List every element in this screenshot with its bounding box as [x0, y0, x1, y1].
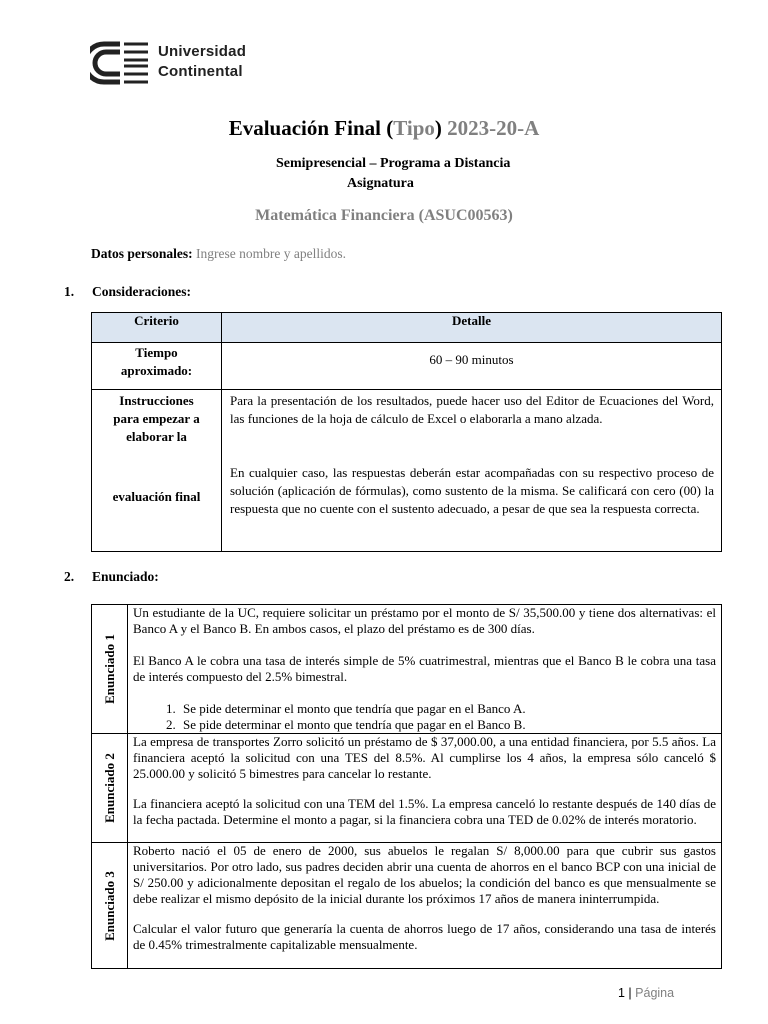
subtitle-subject: Asignatura — [347, 176, 414, 191]
considerations-table — [91, 312, 722, 552]
instructions-p2: En cualquier caso, las respuestas deberán estar acompañadas con su respectivo proceso de solución (aplicación de fórmulas), como sustento de la misma. Se calificará con cero (00) la respuesta que no cuente con el sustento adecuado, a pesar de que sea la respuesta correcta. — [230, 465, 714, 516]
personal-data — [91, 246, 346, 262]
page-title: Evaluación Final (Tipo) 2023-20-A — [228, 116, 540, 140]
enunciado-row-2: Enunciado 2 La empresa de transportes Zorro solicitó un préstamo de $ 37,000.00, a una entidad financiera, por 5.5 años. La financiera aceptó la solicitud con una TES del 8.5%. Al cumplirse los 4 años, la empresa sólo canceló $ 25.000.00 y solicitó 5 bimestres para cancelar lo restante. La financiera aceptó la solicitud con una TEM del 1.5%. La empresa canceló lo restante después de 140 días de la fecha pactada. Determine el monto a pagar, si la financiera cobra una TED de 0.02% de interés moratorio. — [92, 734, 722, 843]
enunciado-2-label: Enunciado 2 — [101, 753, 117, 823]
subtitle-modality: Semipresencial – Programa a Distancia — [276, 156, 511, 171]
list-item: 2. Se pide determinar el monto que tendría que pagar en el Banco B. — [179, 717, 716, 733]
table-header-detalle: Detalle — [222, 313, 722, 343]
course-name: Matemática Financiera (ASUC00563) — [255, 207, 513, 224]
table-row-instrucciones: Instrucciones para empezar a elaborar la evaluación final Para la presentación de los resultados, puede hacer uso del Editor de Ecuaciones del Word, las funciones de la hoja de cálculo de Excel o elaborarla a mano alzada. En cualquier caso, las respuestas deberán estar acompañadas con su respectivo proceso de solución (aplicación de fórmulas), como sustento de la misma. Se calificará con cero (00) la respuesta que no cuente con el sustento adecuado, a pesar de que sea la respuesta correcta. — [92, 390, 722, 552]
enunciado-1-label: Enunciado 1 — [101, 634, 117, 704]
table-row-tiempo: Tiempo aproximado: 60 – 90 minutos — [92, 343, 722, 390]
page-footer: 1 | Página — [618, 986, 675, 1000]
enunciado-3-label: Enunciado 3 — [101, 870, 117, 941]
time-value: 60 – 90 minutos — [222, 343, 722, 390]
instructions-p1: Para la presentación de los resultados, puede hacer uso del Editor de Ecuaciones del Word, las funciones de la hoja de cálculo de Excel o elaborarla a mano alzada. — [230, 393, 714, 426]
page-label: Página — [635, 986, 675, 1000]
logo-mark-icon — [90, 40, 150, 86]
logo-line2: Continental — [158, 63, 243, 80]
personal-data-label: Datos personales: — [91, 246, 193, 261]
table-header-criterio: Criterio — [92, 313, 222, 343]
university-logo — [90, 40, 250, 86]
name-input-placeholder[interactable]: Ingrese nombre y apellidos. — [196, 246, 346, 261]
enunciado-row-3: Enunciado 3 Roberto nació el 05 de enero de 2000, sus abuelos le regalan S/ 8,000.00 para que cubrir sus gastos universitarios. Por otro lado, sus padres deciden abrir una cuenta de ahorros en el banco BCP con una inicial de S/ 250.00 y adicionalmente depositan el regalo de los abuelos; la condición del banco es que mensualmente se debe realizar el mismo depósito de la inicial durante los próximos 17 años de manera ininterrumpida. Calcular el valor futuro que generaría la cuenta de ahorros luego de 17 años, considerando una tasa de interés de 0.45% trimestralmente capitalizable mensualmente. — [92, 843, 722, 969]
list-item: 1. Se pide determinar el monto que tendría que pagar en el Banco A. — [179, 701, 716, 717]
enunciado-row-1: Enunciado 1 Un estudiante de la UC, requiere solicitar un préstamo por el monto de S/ 35,500.00 y tiene dos alternativas: el Banco A y el Banco B. En ambos casos, el plazo del préstamo es de 300 días. El Banco A le cobra una tasa de interés simple de 5% cuatrimestral, mientras que el Banco B le cobra una tasa de interés compuesto del 2.5% bimestral. 1. Se pide determinar el monto que tendría que pagar en el Banco A. 2. Se pide determinar el monto que tendría que pagar en el Banco B. — [92, 605, 722, 734]
logo-line1: Universidad — [158, 43, 247, 60]
page-number: 1 — [618, 986, 625, 1000]
enunciados-table — [91, 604, 722, 969]
